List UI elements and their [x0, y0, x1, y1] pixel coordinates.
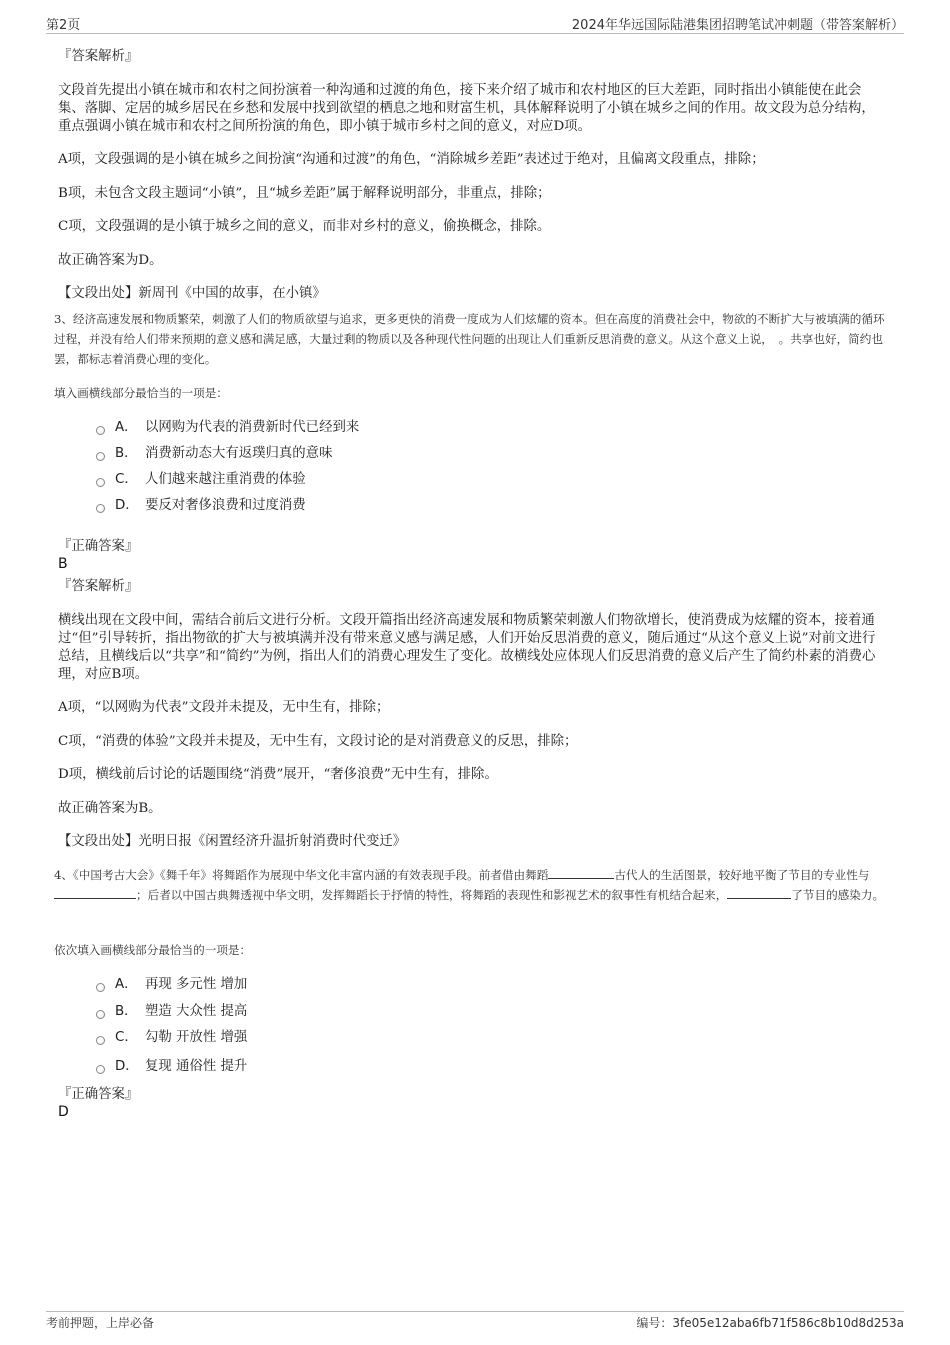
q3-source: 【文段出处】光明日报《闲置经济升温折射消费时代变迁》	[58, 834, 407, 849]
q4-stem-part-4: 了节目的感染力。	[791, 888, 885, 902]
option-letter: A．	[115, 420, 138, 435]
q2-analysis-text: 文段首先提出小镇在城市和农村之间扮演着一种沟通和过渡的角色，接下来介绍了城市和农村地区的巨大差距，同时指出小镇能使在此会集、落脚、定居的城乡居民在乡愁和发展中找到欲望的栖息之地和财富生机，具体解释说明了小镇在城乡之间的作用。故文段为总分结构，重点强调小镇在城市和农村之间所扮演的角色，即小镇于城市乡村之间的意义，对应D项。	[58, 83, 875, 134]
fill-blank-1	[548, 866, 614, 879]
radio-icon[interactable]	[96, 452, 105, 461]
footer-code	[636, 1314, 904, 1331]
q3-analysis-title: 『答案解析』	[58, 579, 139, 594]
option-text: 以网购为代表的消费新时代已经到来	[145, 420, 360, 435]
page-number: 第2页	[46, 18, 81, 33]
q3-option-d-analysis: D项，横线前后讨论的话题围绕“消费”展开，“奢侈浪费”无中生有，排除。	[58, 767, 498, 782]
q4-stem-part-1: 4、《中国考古大会》《舞千年》将舞蹈作为展现中华文化丰富内涵的有效表现手段。前者借由舞蹈	[54, 868, 549, 882]
option-text: 再现 多元性 增加	[145, 977, 248, 992]
option-text: 勾勒 开放性 增强	[145, 1030, 248, 1045]
footer-code-value: 3fe05e12aba6fb71f586c8b10d8d253a	[672, 1316, 904, 1330]
q3-option-b[interactable]	[96, 445, 332, 463]
q3-option-a-analysis: A项，“以网购为代表”文段并未提及，无中生有，排除；	[58, 700, 390, 715]
option-text: 复现 通俗性 提升	[145, 1059, 248, 1074]
option-letter: C．	[115, 472, 138, 487]
q2-option-b-analysis: B项，未包含文段主题词“小镇”，且“城乡差距”属于解释说明部分，非重点，排除；	[58, 186, 551, 201]
option-text: 塑造 大众性 提高	[145, 1004, 248, 1019]
footer-slogan: 考前押题，上岸必备	[46, 1316, 155, 1330]
option-letter: D．	[115, 498, 139, 513]
q4-stem	[54, 865, 896, 905]
option-text: 人们越来越注重消费的体验	[145, 472, 306, 487]
option-text: 消费新动态大有返璞归真的意味	[145, 446, 333, 461]
q3-prompt: 填入画横线部分最恰当的一项是：	[54, 386, 228, 400]
radio-icon[interactable]	[96, 504, 105, 513]
q3-stem: 3、经济高速发展和物质繁荣，刺激了人们的物质欲望与追求，更多更快的消费一度成为人们炫耀的资本。但在高度的消费社会中，物欲的不断扩大与被填满的循环过程，并没有给人们带来预期的意义感和满足感，大量过剩的物质以及各种现代性问题的出现让人们重新反思消费的意义。从这个意义上说， 。共享也好，简约也罢，都标志着消费心理的变化。	[54, 312, 885, 366]
q4-option-b[interactable]	[96, 1003, 247, 1021]
q4-option-c[interactable]	[96, 1029, 247, 1047]
q2-conclusion: 故正确答案为D。	[58, 253, 163, 268]
option-text: 要反对奢侈浪费和过度消费	[145, 498, 306, 513]
footer-code-label: 编号：	[636, 1316, 673, 1330]
q3-option-a[interactable]	[96, 419, 359, 437]
q4-stem-part-2: 古代人的生活图景，较好地平衡了节目的专业性与	[614, 868, 870, 882]
radio-icon[interactable]	[96, 1065, 105, 1074]
q4-stem-part-3: ；后者以中国古典舞透视中华文明，发挥舞蹈长于抒情的特性，将舞蹈的表现性和影视艺术的叙事性有机结合起来，	[136, 888, 728, 902]
option-letter: C．	[115, 1030, 138, 1045]
q4-answer: D	[58, 1104, 69, 1120]
document-title: 2024年华远国际陆港集团招聘笔试冲刺题（带答案解析）	[571, 18, 904, 33]
q3-answer-title: 『正确答案』	[58, 539, 139, 554]
q3-option-d[interactable]	[96, 497, 306, 515]
radio-icon[interactable]	[96, 1010, 105, 1019]
radio-icon[interactable]	[96, 983, 105, 992]
q4-prompt: 依次填入画横线部分最恰当的一项是：	[54, 943, 252, 957]
option-letter: B．	[115, 1004, 138, 1019]
header-divider	[46, 33, 904, 34]
option-letter: A．	[115, 977, 138, 992]
q3-answer: B	[58, 556, 68, 572]
fill-blank-3	[727, 886, 791, 899]
radio-icon[interactable]	[96, 478, 105, 487]
q2-analysis-title: 『答案解析』	[58, 49, 139, 64]
q3-analysis-text: 横线出现在文段中间，需结合前后文进行分析。文段开篇指出经济高速发展和物质繁荣刺激人们物欲增长，使消费成为炫耀的资本，接着通过“但”引导转折，指出物欲的扩大与被填满并没有带来意义感与满足感，人们开始反思消费的意义，随后通过“从这个意义上说”对前文进行总结，且横线后以“共享”和“简约”为例，指出人们的消费心理发生了变化。故横线处应体现人们反思消费的意义后产生了简约朴素的消费心理，对应B项。	[58, 613, 876, 682]
q4-option-d[interactable]	[96, 1058, 247, 1076]
q3-option-c-analysis: C项，“消费的体验”文段并未提及，无中生有，文段讨论的是对消费意义的反思，排除；	[58, 734, 578, 749]
q3-conclusion: 故正确答案为B。	[58, 801, 162, 816]
q2-option-a-analysis: A项，文段强调的是小镇在城乡之间扮演“沟通和过渡”的角色，“消除城乡差距”表述过于绝对，且偏离文段重点，排除；	[58, 152, 765, 167]
q2-source: 【文段出处】新周刊《中国的故事，在小镇》	[58, 286, 326, 301]
footer-divider	[46, 1311, 904, 1312]
option-letter: B．	[115, 446, 138, 461]
radio-icon[interactable]	[96, 426, 105, 435]
option-letter: D．	[115, 1059, 139, 1074]
q3-option-c[interactable]	[96, 471, 306, 489]
q4-answer-title: 『正确答案』	[58, 1087, 139, 1102]
radio-icon[interactable]	[96, 1036, 105, 1045]
fill-blank-2	[54, 886, 136, 899]
q4-option-a[interactable]	[96, 976, 247, 994]
q2-option-c-analysis: C项，文段强调的是小镇于城乡之间的意义，而非对乡村的意义，偷换概念，排除。	[58, 219, 551, 234]
